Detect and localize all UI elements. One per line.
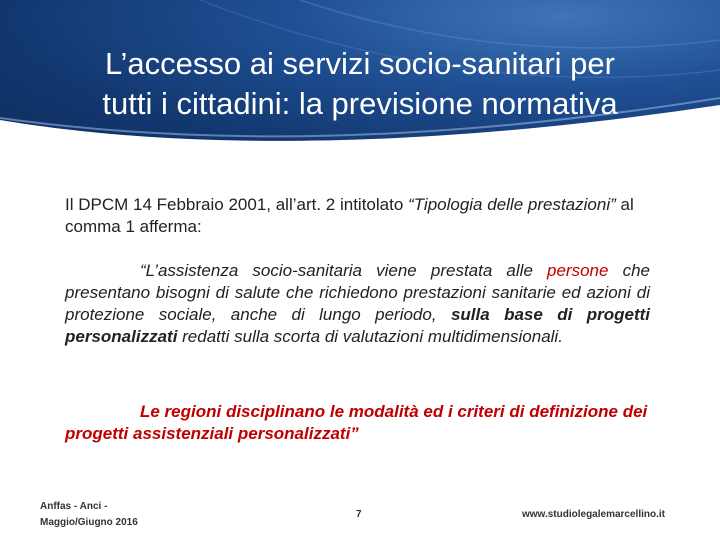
quote-text-start: “L’assistenza socio-sanitaria viene prestata alle [140,261,548,280]
footer-website: www.studiolegalemarcellino.it [522,509,665,520]
header-band [0,0,720,165]
page-number: 7 [356,509,362,520]
slide-title [30,44,690,124]
intro-text-start: Il DPCM 14 Febbraio 2001, all’art. 2 intitolato [65,195,409,214]
title-line-1: L’accesso ai servizi socio-sanitari per [105,46,615,81]
footer-left [40,499,138,531]
quote-text-middle: che presentano bisogni di salute che richiedono prestazioni sanitarie ed azioni di protezione sociale, anche di lungo periodo, [65,261,650,324]
footer-org: Anffas - Anci - [40,501,108,512]
title-line-2: tutti i cittadini: la previsione normativa [102,86,618,121]
quote-highlight-persone: persone [547,261,609,280]
regions-paragraph [65,401,655,445]
intro-paragraph [65,194,665,238]
intro-italic-title: “Tipologia delle prestazioni” [408,195,616,214]
quote-paragraph [65,260,650,348]
quote-bold-phrase: sulla base di progetti personalizzati [65,305,650,346]
quote-text-end: redatti sulla scorta di valutazioni multidimensionali. [177,327,563,346]
intro-text-end: al comma 1 afferma: [65,195,634,236]
footer-date: Maggio/Giugno 2016 [40,517,138,528]
regions-text: Le regioni disciplinano le modalità ed i criteri di definizione dei progetti assistenziali personalizzati” [65,402,648,443]
